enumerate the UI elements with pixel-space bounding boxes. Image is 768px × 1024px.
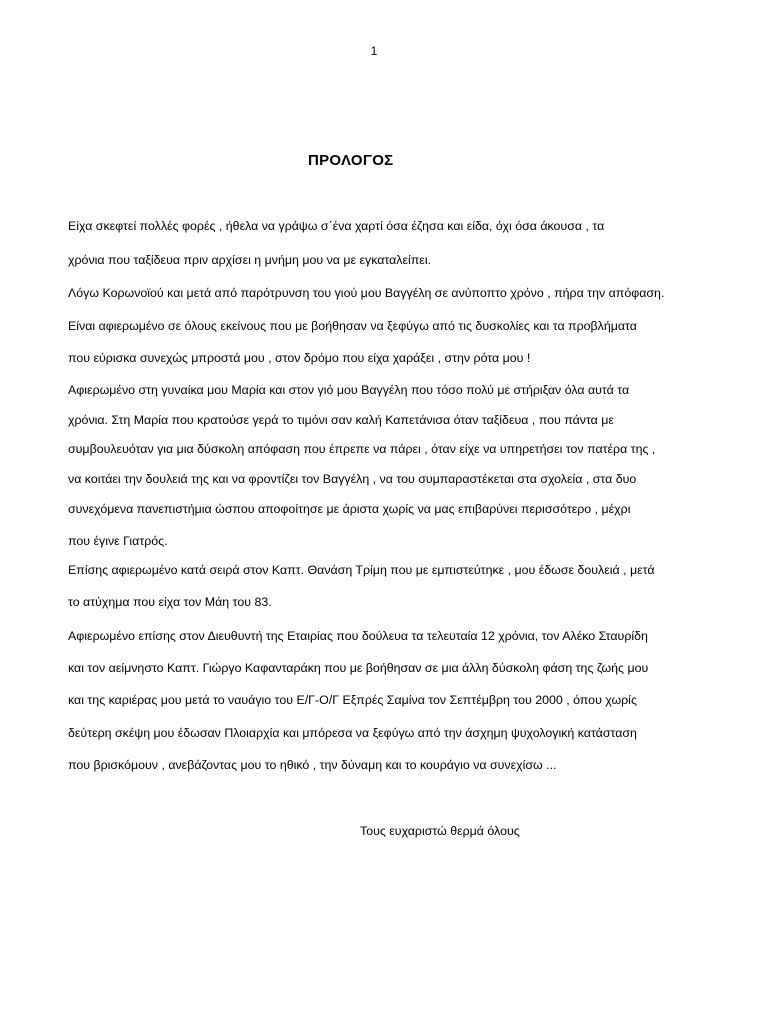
page-title: ΠΡΟΛΟΓΟΣ <box>308 152 394 169</box>
closing-line: Τους ευχαριστώ θερμά όλους <box>360 824 520 838</box>
page-number: 1 <box>370 44 378 58</box>
text-line: χρόνια που ταξίδευα πριν αρχίσει η μνήμη μου να με εγκαταλείπει. <box>68 253 432 267</box>
text-line: συμβουλευόταν για μια δύσκολη απόφαση που έπρεπε να πάρει , όταν είχε να υπηρετήσει τον πατέρα της , <box>68 442 656 456</box>
text-line: Λόγω Κορωνοϊού και μετά από παρότρυνση του γιού μου Βαγγέλη σε ανύποπτο χρόνο , πήρα την απόφαση. <box>68 286 665 300</box>
text-line: που έγινε Γιατρός. <box>68 534 168 548</box>
text-line: το ατύχημα που είχα τον Μάη του 83. <box>68 595 272 609</box>
text-line: και τον αείμνηστο Καπτ. Γιώργο Καφανταράκη που με βοήθησαν σε μια άλλη δύσκολη φάση της ζωής μου <box>68 661 649 675</box>
text-line: Αφιερωμένο στη γυναίκα μου Μαρία και στον γιό μου Βαγγέλη που τόσο πολύ με στήριξαν όλα αυτά τα <box>68 383 630 397</box>
text-line: που εύρισκα συνεχώς μπροστά μου , στον δρόμο που είχα χαράξει , στην ρότα μου ! <box>68 351 531 365</box>
text-line: και της καριέρας μου μετά το ναυάγιο του Ε/Γ-Ο/Γ Εξπρές Σαμίνα τον Σεπτέμβρη του 2000 , όπου χωρίς <box>68 693 637 707</box>
text-line: να κοιτάει την δουλειά της και να φροντίζει τον Βαγγέλη , να του συμπαραστέκεται στα σχολεία , στα δυο <box>68 472 637 486</box>
text-line: Αφιερωμένο επίσης στον Διευθυντή της Εταιρίας που δούλευα τα τελευταία 12 χρόνια, τον Αλέκο Σταυρίδη <box>68 629 648 643</box>
text-line: Επίσης αφιερωμένο κατά σειρά στον Καπτ. Θανάση Τρίμη που με εμπιστεύτηκε , μου έδωσε δουλειά , μετά <box>68 563 655 577</box>
text-line: συνεχόμενα πανεπιστήμια ώσπου αποφοίτησε με άριστα χωρίς να μας επιβαρύνει περισσότερο , μέχρι <box>68 502 631 516</box>
text-line: χρόνια. Στη Μαρία που κρατούσε γερά το τιμόνι σαν καλή Καπετάνισα όταν ταξίδευα , που πάντα με <box>68 413 614 427</box>
text-line: δεύτερη σκέψη μου έδωσαν Πλοιαρχία και μπόρεσα να ξεφύγω από την άσχημη ψυχολογική κατάσταση <box>68 726 637 740</box>
text-line: που βρισκόμουν , ανεβάζοντας μου το ηθικό , την δύναμη και το κουράγιο να συνεχίσω ... <box>68 758 557 772</box>
text-line: Είχα σκεφτεί πολλές φορές , ήθελα να γράψω σ΄ένα χαρτί όσα έζησα και είδα, όχι όσα άκουσα , τα <box>68 219 605 233</box>
text-line: Είναι αφιερωμένο σε όλους εκείνους που με βοήθησαν να ξεφύγω από τις δυσκολίες και τα προβλήματα <box>68 319 637 333</box>
